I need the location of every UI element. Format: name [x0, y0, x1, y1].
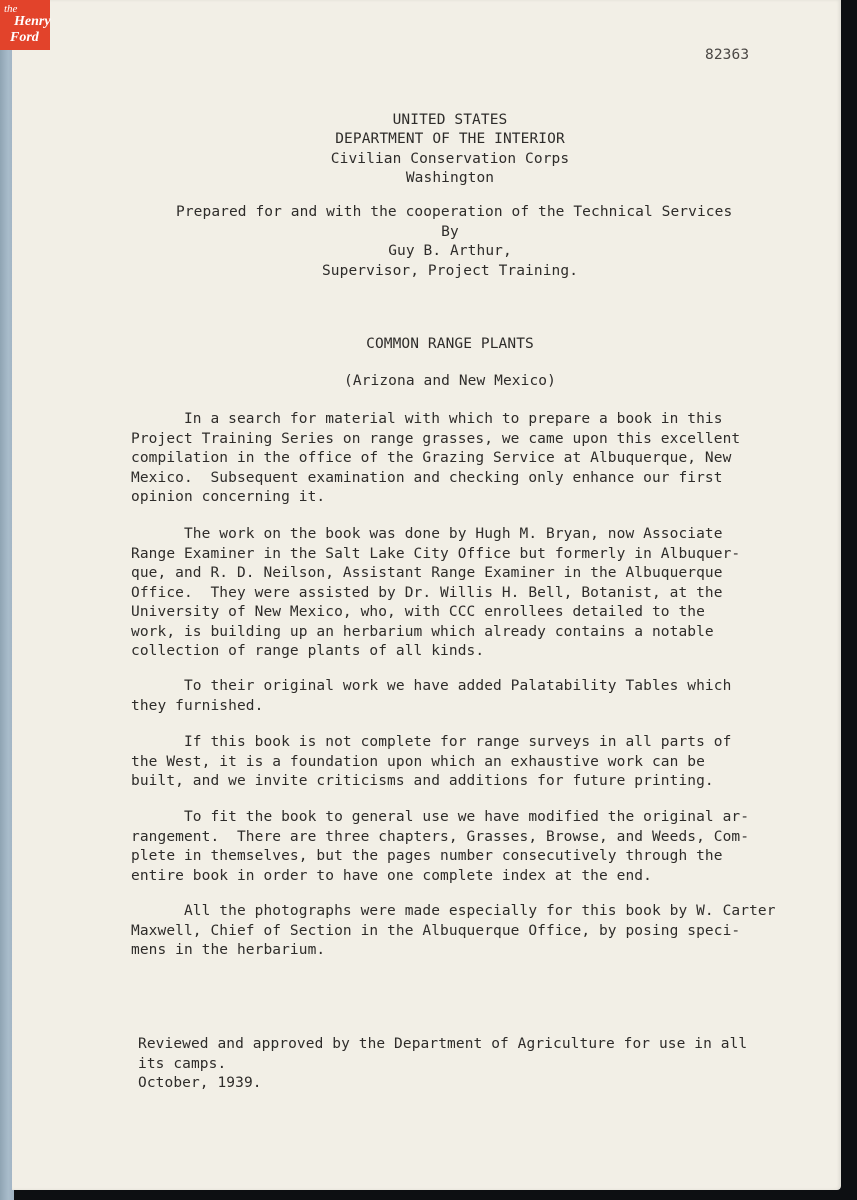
- document-title: COMMON RANGE PLANTS: [366, 336, 534, 352]
- logo-line-2: Henry: [14, 14, 51, 29]
- header-line-department: DEPARTMENT OF THE INTERIOR: [335, 131, 565, 147]
- document-subtitle: (Arizona and New Mexico): [344, 373, 556, 389]
- approval-footer: Reviewed and approved by the Department of Agriculture for use in all its camps. October, 1939.: [138, 1036, 748, 1091]
- paragraph-2: The work on the book was done by Hugh M. Bryan, now Associate Range Examiner in the Salt Lake City Office but formerly in Albuquer- que, and R. D. Neilson, Assistant Range Examiner in the Albuquerque Office. They were assisted by Dr. Willis H. Bell, Botanist, at the University of New Mexico, who, with CCC enrollees detailed to the work, is building up an herbarium which already contains a notable collection of range plants of all kinds.: [131, 526, 741, 659]
- paragraph-6: All the photographs were made especially for this book by W. Carter Maxwell, Chief of Section in the Albuquerque Office, by posing speci- mens in the herbarium.: [131, 903, 776, 958]
- prepared-by-line: By: [441, 224, 459, 240]
- logo-line-1: the: [4, 3, 18, 15]
- paragraph-1: In a search for material with which to prepare a book in this Project Training Series on range grasses, we came upon this excellent compilation in the office of the Grazing Service at Albuquerque, New Mexico. Subsequent examination and checking only enhance our first opinion concerning it.: [131, 411, 741, 505]
- document-number: 82363: [705, 47, 750, 63]
- paragraph-3: To their original work we have added Palatability Tables which they furnished.: [131, 678, 732, 714]
- header-line-country: UNITED STATES: [392, 112, 508, 128]
- logo-line-3: Ford: [10, 30, 39, 45]
- header-line-agency: Civilian Conservation Corps: [330, 151, 570, 167]
- author-title: Supervisor, Project Training.: [321, 263, 579, 279]
- prepared-for-line: Prepared for and with the cooperation of the Technical Services: [176, 204, 733, 220]
- paragraph-4: If this book is not complete for range surveys in all parts of the West, it is a foundation upon which an exhaustive work can be built, and we invite criticisms and additions for future printing.: [131, 734, 732, 789]
- author-name: Guy B. Arthur,: [388, 243, 512, 259]
- paragraph-5: To fit the book to general use we have modified the original ar- rangement. There are three chapters, Grasses, Browse, and Weeds, Com- plete in themselves, but the pages number consecutively through the entire book in order to have one complete index at the end.: [131, 809, 750, 884]
- henry-ford-logo: [0, 0, 50, 50]
- header-line-city: Washington: [405, 170, 495, 186]
